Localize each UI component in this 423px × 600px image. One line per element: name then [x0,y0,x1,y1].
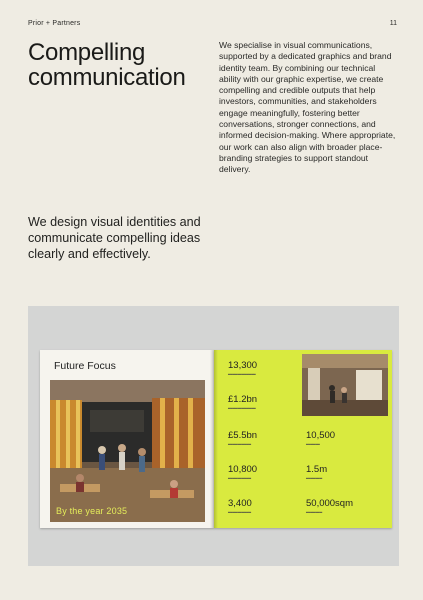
stat-2-value: £1.2bn [228,394,258,405]
stat-3 [228,430,284,446]
stat-3-desc: ▂▂▂▂▂▂▂▂▂▂ [228,441,252,445]
interior-scene-illustration [302,354,388,416]
spread-left-caption: By the year 2035 [56,506,128,516]
brochure-spread [40,350,392,528]
interior-scene-photo [302,354,388,416]
market-scene-photo [50,380,205,522]
stat-1-desc: ▂▂▂▂▂▂▂▂▂▂▂▂ [228,371,256,375]
stat-4-value: 10,500 [306,430,336,441]
spread-gutter [210,350,218,528]
stat-5-value: 10,800 [228,464,258,475]
stat-6-value: 1.5m [306,464,328,475]
spread-right-page [214,350,392,528]
stat-2-desc: ▂▂▂▂▂▂▂▂▂▂▂▂ [228,405,256,409]
stat-1-value: 13,300 [228,360,258,371]
stat-7-value: 3,400 [228,498,252,509]
stat-7 [228,498,284,514]
page-title: Compelling communication [28,39,186,91]
stat-1 [228,360,284,376]
stat-6-desc: ▂▂▂▂▂▂▂ [306,475,323,479]
stat-5 [228,464,284,480]
spread-left-title: Future Focus [54,360,116,372]
stat-4 [306,430,362,446]
body-copy: We specialise in visual communications, supported by a dedicated graphics and brand identity team. By combining our technical ability with our graphic expertise, we create compelling and credible outputs that help investors, communities, and stakeholders engage meaningfully, fostering better conversations, stronger connections, and informed decision-making. Where appropriate, our work can also align with broader place-branding strategies to support standout delivery. [219,40,396,175]
stat-5-desc: ▂▂▂▂▂▂▂▂▂▂ [228,475,252,479]
stat-4-desc: ▂▂▂▂▂▂ [306,441,320,445]
stat-2 [228,394,284,410]
spread-left-page [40,350,214,528]
market-scene-illustration [50,380,205,522]
stat-8-value: 50,000sqm [306,498,354,509]
stat-3-value: £5.5bn [228,430,258,441]
stat-8-desc: ▂▂▂▂▂▂▂ [306,509,323,513]
lead-paragraph: We design visual identities and communicate compelling ideas clearly and effectively. [28,215,201,261]
page-number: 11 [389,20,397,27]
stat-6 [306,464,362,480]
header-brand: Prior + Partners [28,20,81,27]
stat-8 [306,498,362,514]
stat-7-desc: ▂▂▂▂▂▂▂▂▂▂ [228,509,252,513]
